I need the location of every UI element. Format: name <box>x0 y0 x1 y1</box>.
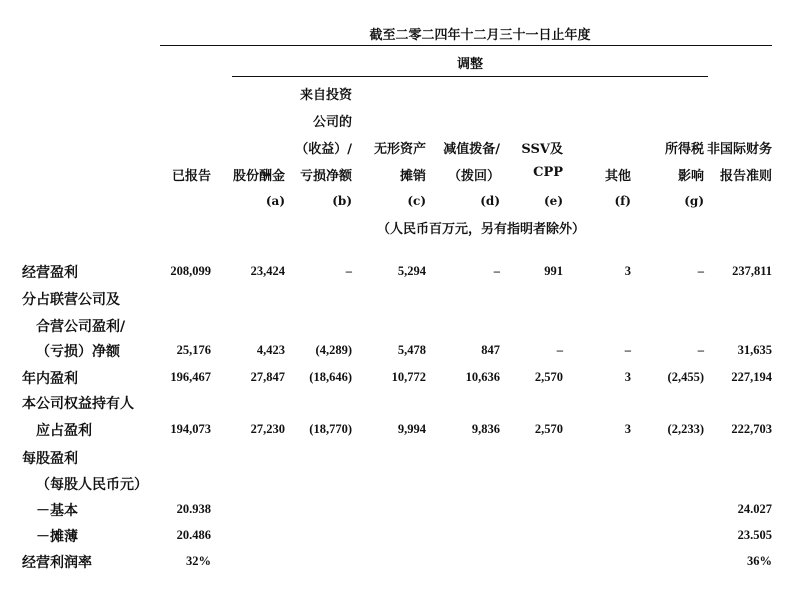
table-cell: (2,233) <box>667 422 704 436</box>
row-label: 经营利润率 <box>22 555 92 571</box>
column-header-label: 减值拨备/ <box>443 142 500 157</box>
table-cell: 32% <box>186 554 211 568</box>
column-header-label: 报告准则 <box>719 169 772 184</box>
table-cell: 227,194 <box>731 370 772 384</box>
column-letter: (a) <box>265 194 285 208</box>
table-cell: 23,424 <box>250 264 285 278</box>
table-cell: – <box>493 264 500 278</box>
table-cell: 5,478 <box>397 343 426 357</box>
column-header-label: 无形资产 <box>373 142 426 157</box>
table-cell: 991 <box>544 264 563 278</box>
table-cell: – <box>556 343 563 357</box>
table-cell: – <box>697 343 704 357</box>
column-header-label: 亏损净额 <box>299 169 352 184</box>
table-cell: 10,772 <box>391 370 426 384</box>
column-header-label: （收益）/ <box>295 142 352 157</box>
table-cell: 237,811 <box>732 264 772 278</box>
table-cell: 9,836 <box>471 422 500 436</box>
row-label: 分占联营公司及 <box>22 292 120 308</box>
row-label: 经营盈利 <box>22 265 78 281</box>
column-header-label: 股份酬金 <box>232 169 285 184</box>
table-cell: – <box>624 343 631 357</box>
column-letter: (e) <box>544 194 563 208</box>
table-cell: 9,994 <box>397 422 426 436</box>
table-cell: 36% <box>747 554 772 568</box>
table-cell: (2,455) <box>667 370 704 384</box>
table-cell: 24.027 <box>737 502 772 516</box>
row-label: （每股人民币元） <box>36 477 148 493</box>
table-cell: 20.486 <box>176 528 211 542</box>
adjustments-header: 调整 <box>456 57 483 72</box>
table-cell: 208,099 <box>170 264 211 278</box>
column-letter: (d) <box>480 194 500 208</box>
adjustments-header-rule <box>232 76 708 77</box>
table-cell: 4,423 <box>256 343 285 357</box>
table-cell: 27,230 <box>250 422 285 436</box>
table-cell: 2,570 <box>534 370 563 384</box>
table-cell: (4,289) <box>315 343 352 357</box>
column-letter: (f) <box>614 194 631 208</box>
table-cell: 10,636 <box>465 370 500 384</box>
column-header-label: 摊销 <box>399 169 426 184</box>
table-cell: 2,570 <box>534 422 563 436</box>
row-label: 每股盈利 <box>22 451 78 467</box>
table-cell: 25,176 <box>176 343 211 357</box>
row-label: 年内盈利 <box>22 371 78 387</box>
row-label: －摊薄 <box>36 529 78 545</box>
row-label: （亏损）净额 <box>36 344 120 360</box>
period-header-rule <box>160 45 772 46</box>
period-header: 截至二零二四年十二月三十一日止年度 <box>369 28 591 43</box>
table-cell: 3 <box>624 422 631 436</box>
column-header-label: 影响 <box>677 169 704 184</box>
table-cell: 27,847 <box>250 370 285 384</box>
table-cell: 5,294 <box>397 264 426 278</box>
row-label: 合营公司盈利/ <box>36 319 126 335</box>
table-cell: 20.938 <box>176 502 211 516</box>
row-label: －基本 <box>36 503 78 519</box>
row-label: 本公司权益持有人 <box>22 396 134 412</box>
table-cell: 3 <box>624 264 631 278</box>
table-cell: 196,467 <box>170 370 211 384</box>
column-header-label: 非国际财务 <box>706 142 772 157</box>
table-cell: 847 <box>481 343 500 357</box>
column-letter: (c) <box>407 194 426 208</box>
column-header-label: SSV及 <box>521 142 563 157</box>
unit-note: （人民币百万元，另有指明者除外） <box>376 222 585 237</box>
column-letter: (g) <box>684 194 704 208</box>
column-header-label: 来自投资 <box>299 88 352 103</box>
table-cell: (18,770) <box>309 422 352 436</box>
table-cell: 194,073 <box>170 422 211 436</box>
column-header-label: 公司的 <box>312 115 352 130</box>
table-cell: – <box>697 264 704 278</box>
column-letter: (b) <box>332 194 352 208</box>
table-cell: 23.505 <box>737 528 772 542</box>
table-cell: 31,635 <box>737 343 772 357</box>
column-header-label: 其他 <box>604 169 631 184</box>
table-cell: 3 <box>624 370 631 384</box>
table-cell: (18,646) <box>309 370 352 384</box>
column-header-label: （拨回） <box>447 169 500 184</box>
table-cell: – <box>345 264 352 278</box>
column-header-label: 已报告 <box>171 169 211 184</box>
column-header-label: CPP <box>533 165 563 180</box>
table-cell: 222,703 <box>731 422 772 436</box>
column-header-label: 所得税 <box>664 142 704 157</box>
row-label: 应占盈利 <box>36 423 92 439</box>
